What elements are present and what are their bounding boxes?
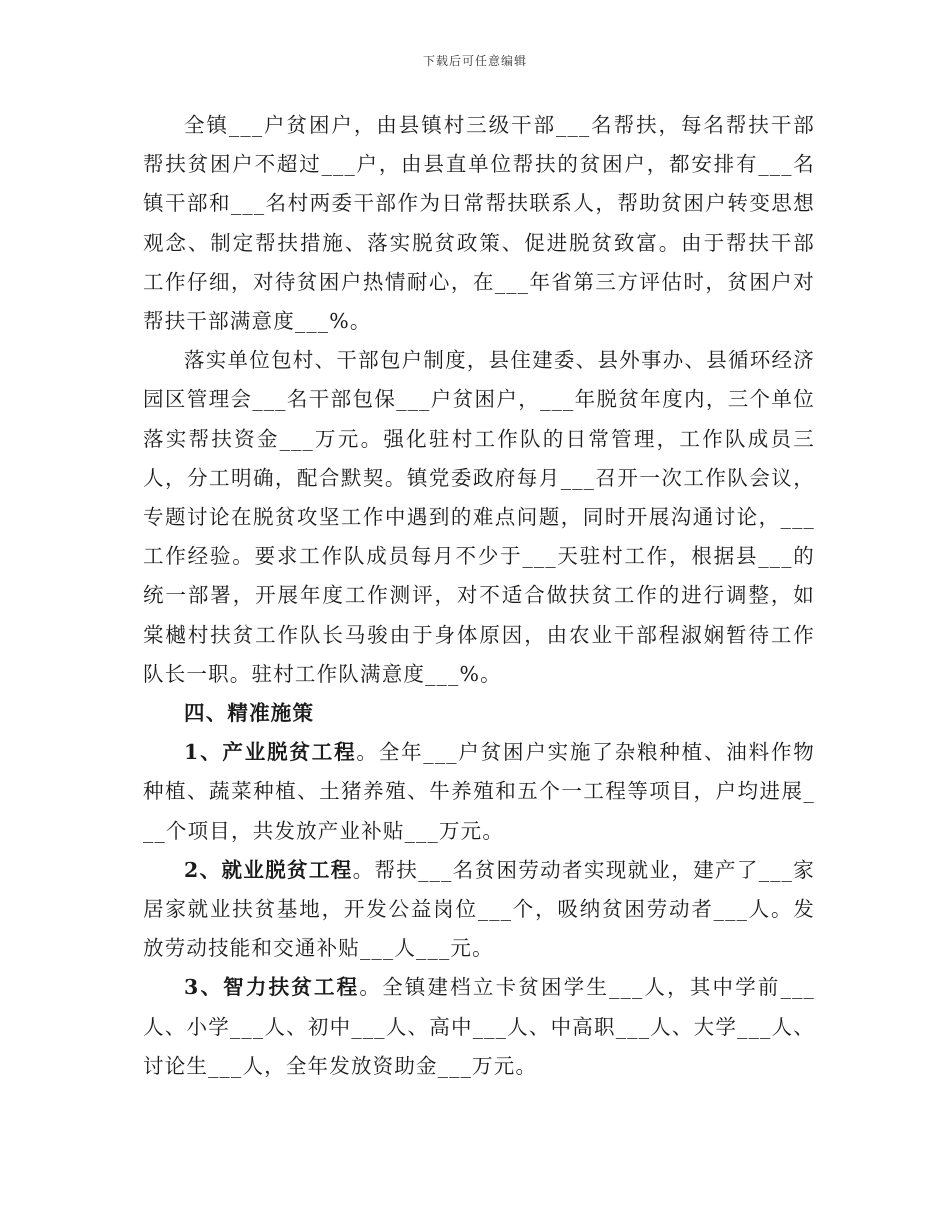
page-header-note: 下载后可任意编辑	[422, 54, 527, 68]
item-industry	[143, 733, 815, 851]
paragraph-1: 全镇___户贫困户，由县镇村三级干部___名帮扶，每名帮扶干部帮扶贫困户不超过___户，由县直单位帮扶的贫困户，都安排有___名镇干部和___名村两委干部作为日常帮扶联系人，帮助贫困户转变思想观念、制定帮扶措施、落实脱贫政策、促进脱贫致富。由于帮扶干部工作仔细，对待贫困户热情耐心，在___年省第三方评估时，贫困户对帮扶干部满意度___%。	[143, 113, 815, 334]
item-employment-title: 2、就业脱贫工程	[184, 857, 353, 882]
item-education-text: 。全镇建档立卡贫困学生___人，其中学前___人、小学___人、初中___人、高中___人、中高职___人、大学___人、讨论生___人，全年发放资助金___万元。	[143, 975, 815, 1078]
paragraph-2: 落实单位包村、干部包户制度，县住建委、县外事办、县循环经济园区管理会___名干部包保___户贫困户，___年脱贫年度内，三个单位落实帮扶资金___万元。强化驻村工作队的日常管理，工作队成员三人，分工明确，配合默契。镇党委政府每月___召开一次工作队会议，专题讨论在脱贫攻坚工作中遇到的难点问题，同时开展沟通讨论，___工作经验。要求工作队成员每月不少于___天驻村工作，根据县___的统一部署，开展年度工作测评，对不适合做扶贫工作的进行调整，如棠樾村扶贫工作队长马骏由于身体原因，由农业干部程淑娴暂待工作队长一职。驻村工作队满意度___%。	[143, 348, 815, 686]
item-industry-text: 。全年___户贫困户实施了杂粮种植、油料作物种植、蔬菜种植、土猪养殖、牛养殖和五个一工程等项目，户均进展___个项目，共发放产业补贴___万元。	[143, 740, 815, 843]
item-industry-title: 1、产业脱贫工程	[184, 740, 357, 765]
item-education	[143, 968, 815, 1086]
item-employment	[143, 851, 815, 969]
document-body	[143, 106, 815, 1086]
item-education-title: 3、智力扶贫工程	[184, 975, 360, 1000]
section-heading: 四、精准施策	[184, 701, 315, 726]
item-employment-text: 。帮扶___名贫困劳动者实现就业，建产了___家居家就业扶贫基地，开发公益岗位___个，吸纳贫困劳动者___人。发放劳动技能和交通补贴___人___元。	[143, 857, 815, 961]
